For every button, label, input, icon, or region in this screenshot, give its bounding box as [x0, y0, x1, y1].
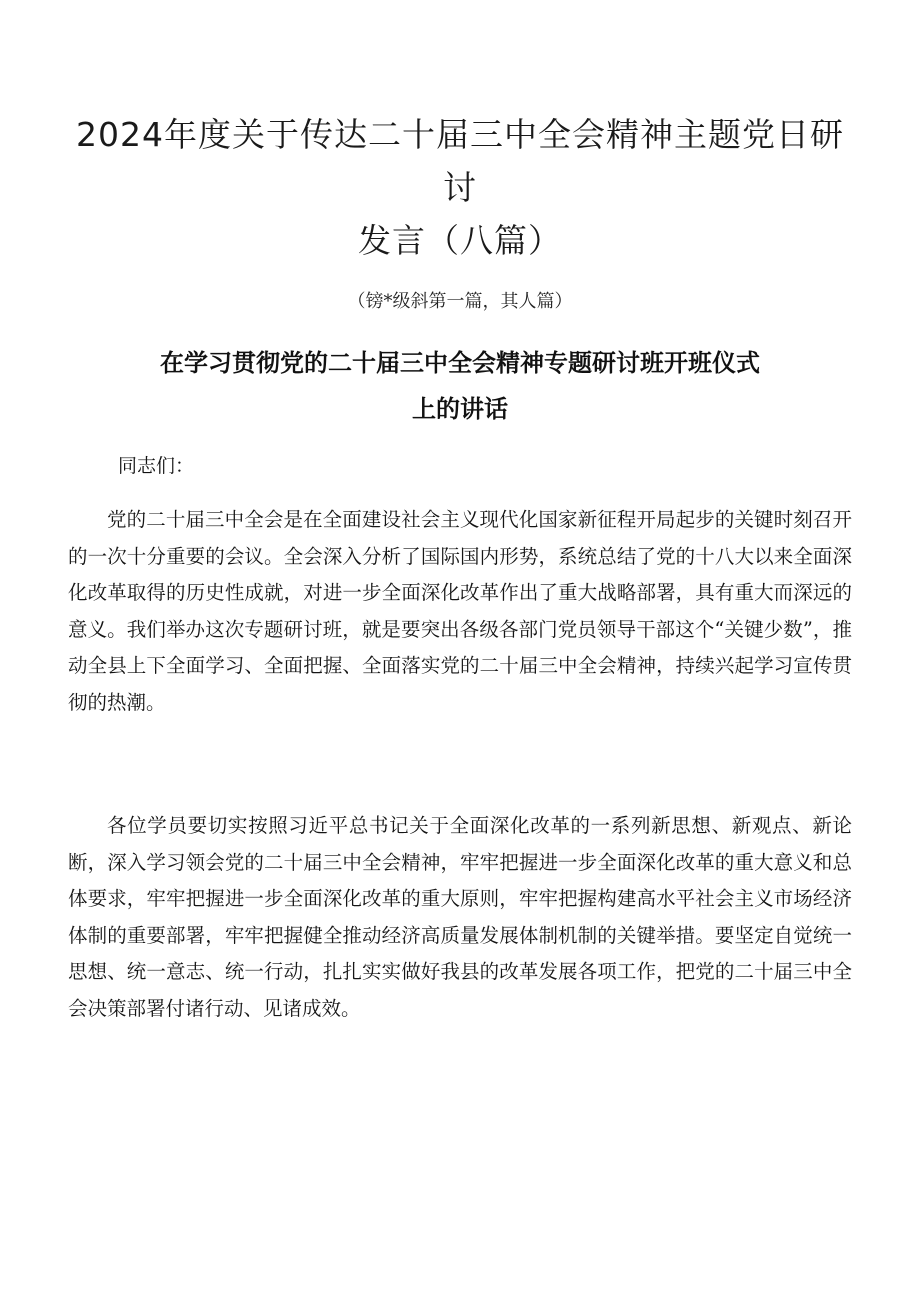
- document-title: [60, 108, 860, 267]
- document-title-line-1: 2024年度关于传达二十届三中全会精神主题党日研讨: [76, 115, 844, 207]
- document-title-line-2: 发言（八篇）: [358, 221, 562, 260]
- speech-title-line-1: 在学习贯彻党的二十届三中全会精神专题研讨班开班仪式: [160, 349, 760, 377]
- body-paragraph-2: 各位学员要切实按照习近平总书记关于全面深化改革的一系列新思想、新观点、新论断，深入学习领会党的二十届三中全会精神，牢牢把握进一步全面深化改革的重大意义和总体要求，牢牢把握进一步全面深化改革的重大原则，牢牢把握构建高水平社会主义市场经济体制的重要部署，牢牢把握健全推动经济高质量发展体制机制的关键举措。要坚定自觉统一思想、统一意志、统一行动，扎扎实实做好我县的改革发展各项工作，把党的二十届三中全会决策部署付诸行动、见诸成效。: [68, 814, 852, 1020]
- speech-title-line-2: 上的讲话: [412, 395, 508, 423]
- body-paragraph-1: 党的二十届三中全会是在全面建设社会主义现代化国家新征程开局起步的关键时刻召开的一次十分重要的会议。全会深入分析了国际国内形势，系统总结了党的十八大以来全面深化改革取得的历史性成就，对进一步全面深化改革作出了重大战略部署，具有重大而深远的意义。我们举办这次专题研讨班，就是要突出各级各部门党员领导干部这个“关键少数”，推动全县上下全面学习、全面把握、全面落实党的二十届三中全会精神，持续兴起学习宣传贯彻的热潮。: [68, 508, 852, 714]
- speech-title: [60, 340, 860, 432]
- section-subtitle: （镑*级斜第一篇，其人篇）: [347, 291, 573, 312]
- salutation: 同志们：: [118, 455, 195, 477]
